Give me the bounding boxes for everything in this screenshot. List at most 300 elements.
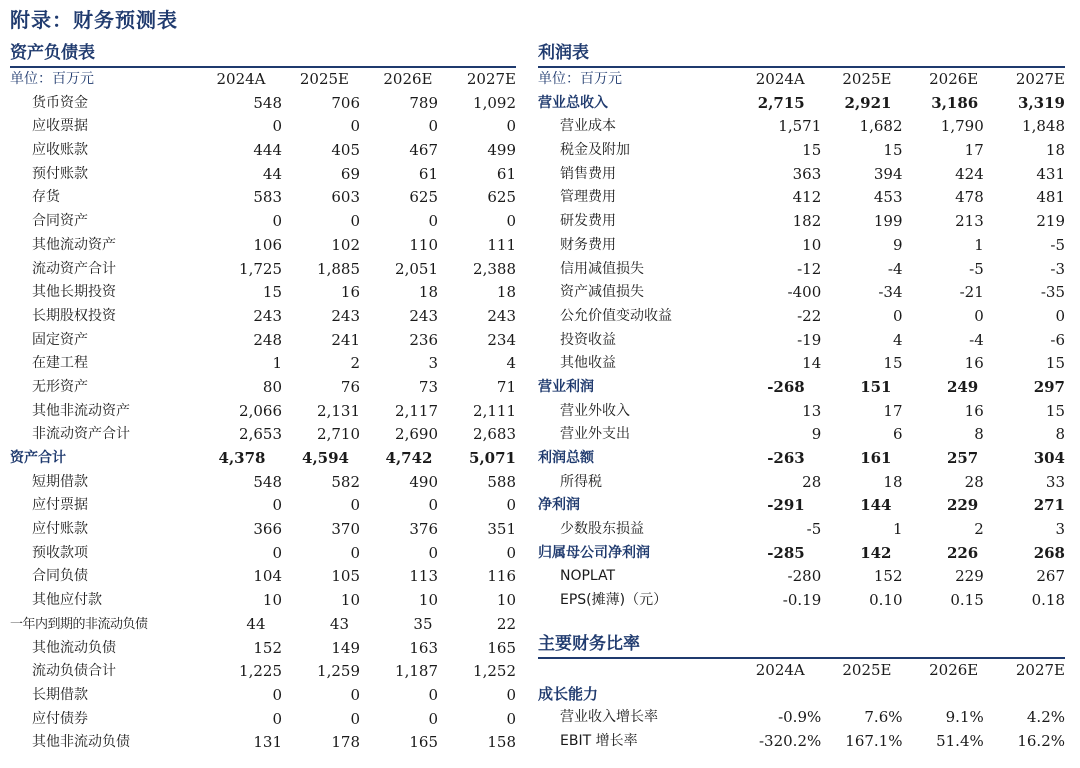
- row-label: 其他应付款: [32, 592, 102, 609]
- ratios-title: 主要财务比率: [538, 631, 1065, 659]
- table-cell: 2,111: [473, 401, 516, 420]
- table-cell: 9: [892, 235, 903, 254]
- table-cell: 3,319: [1018, 93, 1065, 112]
- table-row: [538, 542, 1065, 566]
- row-label: EBIT 增长率: [560, 732, 638, 749]
- table-cell: 444: [253, 141, 282, 160]
- table-cell: -22: [797, 306, 822, 325]
- row-label: 公允价值变动收益: [560, 307, 672, 324]
- table-cell: 226: [946, 543, 979, 562]
- table-cell: 1: [272, 354, 282, 373]
- table-cell: 28: [964, 472, 984, 491]
- year-header: 2025E: [842, 70, 892, 88]
- table-cell: 51.4%: [936, 731, 984, 750]
- row-label: 营业利润: [538, 378, 594, 395]
- table-row: [538, 494, 1065, 518]
- table-cell: 582: [331, 472, 360, 491]
- table-row: [10, 708, 516, 732]
- table-cell: 35: [413, 614, 433, 633]
- ratios-header-row: [538, 659, 1065, 683]
- table-cell: 76: [340, 377, 360, 396]
- table-cell: 15: [883, 141, 903, 160]
- table-cell: -3: [1050, 259, 1065, 278]
- table-cell: 10: [418, 591, 438, 610]
- table-cell: 234: [487, 330, 516, 349]
- table-cell: 0: [506, 709, 516, 728]
- table-cell: 69: [340, 164, 360, 183]
- table-row: [538, 447, 1065, 471]
- table-cell: 0: [350, 117, 360, 136]
- table-cell: 4.2%: [1026, 708, 1065, 727]
- table-cell: -320.2%: [758, 731, 822, 750]
- table-cell: 0: [506, 117, 516, 136]
- row-label: 长期股权投资: [32, 307, 116, 324]
- balance-sheet-title: 资产负债表: [10, 40, 516, 68]
- table-cell: 257: [946, 449, 979, 467]
- table-row: [538, 565, 1065, 589]
- table-row: [538, 305, 1065, 329]
- table-cell: 44: [246, 614, 266, 633]
- row-label: 归属母公司净利润: [538, 544, 650, 561]
- table-row: [10, 447, 516, 471]
- table-row: [538, 589, 1065, 613]
- table-cell: -6: [1050, 330, 1065, 349]
- table-cell: 15: [802, 141, 822, 160]
- year-header: 2026E: [929, 70, 979, 88]
- year-header: 2027E: [1015, 70, 1065, 88]
- table-cell: 1,682: [859, 117, 903, 136]
- table-cell: 603: [331, 188, 360, 207]
- table-cell: 0: [428, 117, 438, 136]
- row-label: 在建工程: [32, 355, 88, 372]
- row-label: 一年内到期的非流动负债: [10, 616, 148, 632]
- ratio-category-label: 成长能力: [538, 684, 599, 703]
- table-cell: 17: [883, 401, 903, 420]
- page-title: 附录：财务预测表: [10, 8, 178, 32]
- table-cell: 16: [340, 283, 360, 302]
- table-cell: 149: [331, 638, 360, 657]
- table-cell: 304: [1033, 449, 1065, 467]
- table-row: [10, 589, 516, 613]
- table-cell: 706: [331, 93, 360, 112]
- table-cell: 0: [506, 212, 516, 231]
- table-cell: 43: [329, 614, 349, 633]
- table-cell: 370: [331, 520, 360, 539]
- row-label: 应付债券: [32, 710, 88, 727]
- table-row: [538, 186, 1065, 210]
- balance-sheet-panel: [10, 40, 516, 755]
- table-cell: 165: [487, 638, 516, 657]
- table-cell: 3: [1055, 520, 1065, 539]
- table-cell: 2,051: [395, 259, 438, 278]
- table-row: [10, 281, 516, 305]
- table-cell: 5,071: [469, 449, 516, 467]
- table-cell: -5: [806, 520, 822, 539]
- year-header: 2027E: [466, 70, 516, 88]
- table-cell: 481: [1036, 188, 1065, 207]
- table-cell: 249: [946, 377, 979, 396]
- table-cell: 73: [418, 377, 438, 396]
- table-cell: 243: [409, 306, 438, 325]
- table-cell: 1,252: [473, 662, 516, 681]
- table-cell: 2,710: [317, 425, 360, 444]
- table-row: [10, 92, 516, 116]
- table-row: [538, 471, 1065, 495]
- table-cell: 102: [331, 235, 360, 254]
- table-cell: 0: [350, 496, 360, 515]
- row-label: 销售费用: [560, 165, 616, 182]
- row-label: 其他流动负债: [32, 639, 116, 656]
- income-statement-panel: [538, 40, 1065, 754]
- table-cell: 0: [350, 709, 360, 728]
- table-cell: 219: [1036, 212, 1065, 231]
- table-cell: 0.18: [1031, 591, 1065, 610]
- table-cell: 243: [253, 306, 282, 325]
- row-label: 投资收益: [560, 331, 616, 348]
- row-label: 营业外支出: [560, 426, 630, 443]
- table-cell: 405: [331, 141, 360, 160]
- table-cell: 6: [892, 425, 903, 444]
- table-cell: 8: [1055, 425, 1065, 444]
- year-header: 2025E: [299, 70, 349, 88]
- table-cell: 15: [1045, 401, 1065, 420]
- table-cell: 243: [331, 306, 360, 325]
- table-cell: 142: [860, 543, 892, 562]
- table-cell: 104: [253, 567, 282, 586]
- table-cell: 789: [409, 93, 438, 112]
- table-cell: 0: [1055, 306, 1065, 325]
- table-cell: 1: [974, 235, 984, 254]
- table-cell: 131: [253, 733, 282, 752]
- table-cell: 22: [496, 614, 516, 633]
- table-cell: -285: [767, 543, 805, 562]
- income-statement-header-row: [538, 68, 1065, 92]
- table-cell: -400: [787, 283, 822, 302]
- table-row: [10, 637, 516, 661]
- table-row: [538, 518, 1065, 542]
- row-label: 无形资产: [32, 378, 88, 395]
- table-cell: 0: [350, 685, 360, 704]
- table-cell: 243: [487, 306, 516, 325]
- ratios-header-blank: [538, 659, 718, 683]
- table-cell: 625: [487, 188, 516, 207]
- table-row: [10, 423, 516, 447]
- table-cell: 297: [1033, 377, 1065, 396]
- table-cell: 178: [331, 733, 360, 752]
- table-row: [10, 542, 516, 566]
- table-cell: 0: [506, 543, 516, 562]
- row-label: 预收款项: [32, 544, 88, 561]
- unit-label: 单位：百万元: [538, 71, 622, 87]
- table-cell: 111: [487, 235, 516, 254]
- balance-sheet-rows: [10, 92, 516, 755]
- ratio-category-row: [538, 683, 1065, 707]
- table-cell: 4,378: [218, 449, 266, 467]
- table-cell: 167.1%: [845, 731, 903, 750]
- row-label: 所得税: [560, 473, 602, 490]
- table-cell: 0: [506, 685, 516, 704]
- table-cell: 548: [253, 472, 282, 491]
- row-label: 其他非流动资产: [32, 402, 130, 419]
- table-cell: 268: [1033, 543, 1065, 562]
- table-cell: 1,571: [778, 117, 822, 136]
- table-cell: 0: [428, 685, 438, 704]
- table-row: [538, 115, 1065, 139]
- table-cell: 4: [892, 330, 903, 349]
- table-cell: 152: [253, 638, 282, 657]
- table-cell: 15: [1045, 354, 1065, 373]
- table-cell: 2: [350, 354, 360, 373]
- table-row: [538, 258, 1065, 282]
- table-cell: 18: [418, 283, 438, 302]
- table-cell: 1: [892, 520, 903, 539]
- table-cell: 271: [1033, 496, 1065, 515]
- table-cell: 431: [1036, 164, 1065, 183]
- row-label: 少数股东损益: [560, 521, 644, 538]
- balance-sheet-header-row: [10, 68, 516, 92]
- table-cell: 1,885: [317, 259, 360, 278]
- table-row: [10, 565, 516, 589]
- income-statement-rows: [538, 92, 1065, 613]
- table-cell: 412: [792, 188, 822, 207]
- table-cell: 10: [802, 235, 822, 254]
- table-cell: 229: [955, 567, 984, 586]
- table-cell: 0.15: [950, 591, 984, 610]
- table-cell: -4: [887, 259, 903, 278]
- table-cell: 229: [946, 496, 979, 515]
- row-label: EPS(摊薄)（元）: [560, 592, 668, 609]
- table-cell: 4,594: [302, 449, 349, 467]
- year-header: 2026E: [929, 660, 979, 679]
- table-cell: 182: [792, 212, 822, 231]
- row-label: 其他长期投资: [32, 284, 116, 301]
- table-cell: 16.2%: [1017, 731, 1065, 750]
- table-cell: 0: [974, 306, 984, 325]
- table-cell: 10: [496, 591, 516, 610]
- table-cell: 2: [974, 520, 984, 539]
- row-label: 长期借款: [32, 686, 88, 703]
- table-row: [10, 163, 516, 187]
- table-cell: 10: [340, 591, 360, 610]
- row-label: 资产合计: [10, 450, 66, 466]
- row-label: 短期借款: [32, 473, 88, 490]
- table-row: [538, 352, 1065, 376]
- table-cell: 0: [272, 685, 282, 704]
- table-cell: -12: [797, 259, 822, 278]
- table-row: [538, 706, 1065, 730]
- table-cell: 248: [253, 330, 282, 349]
- table-row: [10, 376, 516, 400]
- table-cell: 4,742: [385, 449, 433, 467]
- table-cell: 80: [262, 377, 282, 396]
- table-row: [10, 329, 516, 353]
- table-cell: 61: [496, 164, 516, 183]
- table-cell: 1,092: [473, 93, 516, 112]
- row-label: 固定资产: [32, 331, 88, 348]
- table-cell: 113: [409, 567, 438, 586]
- table-cell: 28: [802, 472, 822, 491]
- table-cell: 0: [428, 543, 438, 562]
- table-cell: 18: [1045, 141, 1065, 160]
- table-cell: 490: [409, 472, 438, 491]
- table-cell: 116: [487, 567, 516, 586]
- table-row: [538, 400, 1065, 424]
- table-cell: 351: [487, 520, 516, 539]
- table-cell: 15: [262, 283, 282, 302]
- table-row: [10, 518, 516, 542]
- table-cell: -280: [787, 567, 822, 586]
- row-label: 流动资产合计: [32, 260, 116, 277]
- row-label: 研发费用: [560, 213, 616, 230]
- table-cell: 1,848: [1022, 117, 1065, 136]
- table-cell: 1,187: [395, 662, 438, 681]
- table-cell: 3: [428, 354, 438, 373]
- table-row: [10, 494, 516, 518]
- table-row: [10, 613, 516, 637]
- table-cell: 2,653: [239, 425, 282, 444]
- table-cell: 478: [955, 188, 984, 207]
- table-row: [10, 258, 516, 282]
- table-row: [10, 400, 516, 424]
- table-cell: 2,066: [239, 401, 282, 420]
- table-cell: 0: [892, 306, 903, 325]
- table-cell: 152: [873, 567, 903, 586]
- table-cell: 1,225: [239, 662, 282, 681]
- table-cell: -34: [878, 283, 903, 302]
- table-row: [10, 210, 516, 234]
- row-label: 货币资金: [32, 94, 88, 111]
- table-cell: -268: [767, 377, 805, 396]
- table-cell: 453: [873, 188, 903, 207]
- table-cell: 213: [955, 212, 984, 231]
- row-label: 管理费用: [560, 189, 616, 206]
- year-header: 2024A: [755, 660, 805, 679]
- table-cell: -5: [969, 259, 984, 278]
- table-cell: 16: [964, 401, 984, 420]
- table-cell: 158: [487, 733, 516, 752]
- table-cell: 467: [409, 141, 438, 160]
- table-cell: 61: [418, 164, 438, 183]
- table-cell: 1,259: [317, 662, 360, 681]
- table-cell: 144: [860, 496, 892, 515]
- income-statement-title: 利润表: [538, 40, 1065, 68]
- row-label: 营业成本: [560, 118, 616, 135]
- table-row: [538, 163, 1065, 187]
- table-cell: 2,921: [844, 93, 892, 112]
- row-label: 税金及附加: [560, 142, 630, 159]
- row-label: 其他非流动负债: [32, 734, 130, 751]
- row-label: 财务费用: [560, 236, 616, 253]
- row-label: 流动负债合计: [32, 663, 116, 680]
- row-label: 应收账款: [32, 142, 88, 159]
- year-header: 2025E: [842, 660, 892, 679]
- table-cell: 241: [331, 330, 360, 349]
- table-cell: 0: [272, 117, 282, 136]
- table-cell: 2,715: [757, 93, 805, 112]
- table-cell: 499: [487, 141, 516, 160]
- table-cell: 2,683: [473, 425, 516, 444]
- table-cell: -21: [959, 283, 984, 302]
- row-label: 非流动资产合计: [32, 426, 130, 443]
- table-cell: 0: [350, 543, 360, 562]
- row-label: 营业外收入: [560, 402, 630, 419]
- table-cell: 0: [272, 543, 282, 562]
- table-cell: 44: [262, 164, 282, 183]
- row-label: 利润总额: [538, 450, 594, 466]
- table-row: [538, 92, 1065, 116]
- table-cell: 0.10: [869, 591, 903, 610]
- table-cell: 9.1%: [945, 708, 984, 727]
- table-cell: 588: [487, 472, 516, 491]
- table-row: [10, 684, 516, 708]
- table-cell: 199: [873, 212, 903, 231]
- table-cell: 376: [409, 520, 438, 539]
- table-row: [10, 115, 516, 139]
- table-row: [538, 281, 1065, 305]
- table-cell: 1,790: [940, 117, 984, 136]
- table-cell: 110: [409, 235, 438, 254]
- row-label: 营业总收入: [538, 94, 608, 111]
- year-header: 2024A: [755, 70, 805, 88]
- table-cell: -0.9%: [778, 708, 822, 727]
- table-cell: 10: [262, 591, 282, 610]
- table-cell: 363: [792, 164, 822, 183]
- table-cell: 18: [496, 283, 516, 302]
- year-header: 2027E: [1015, 660, 1065, 679]
- table-cell: 71: [496, 377, 516, 396]
- table-cell: 3,186: [931, 93, 979, 112]
- row-label: 应付票据: [32, 497, 88, 514]
- table-cell: -19: [797, 330, 822, 349]
- table-cell: 625: [409, 188, 438, 207]
- unit-label: 单位：百万元: [10, 71, 94, 87]
- table-cell: -4: [969, 330, 984, 349]
- table-cell: 105: [331, 567, 360, 586]
- table-row: [10, 660, 516, 684]
- table-cell: 2,117: [395, 401, 438, 420]
- row-label: 其他流动资产: [32, 236, 116, 253]
- row-label: 预付账款: [32, 165, 88, 182]
- table-cell: 0: [428, 709, 438, 728]
- table-cell: 0: [506, 496, 516, 515]
- table-row: [538, 210, 1065, 234]
- table-cell: 0: [428, 496, 438, 515]
- table-cell: 4: [506, 354, 516, 373]
- table-cell: 0: [272, 709, 282, 728]
- table-cell: 2,388: [473, 259, 516, 278]
- table-row: [10, 139, 516, 163]
- ratios-section: [538, 631, 1065, 754]
- table-cell: 16: [964, 354, 984, 373]
- table-cell: 18: [883, 472, 903, 491]
- table-cell: 14: [802, 354, 822, 373]
- table-cell: 163: [409, 638, 438, 657]
- row-label: 存货: [32, 189, 60, 206]
- table-row: [10, 731, 516, 755]
- year-header: 2026E: [383, 70, 433, 88]
- table-cell: 0: [272, 212, 282, 231]
- table-cell: 366: [253, 520, 282, 539]
- table-cell: 161: [860, 449, 892, 467]
- row-label: 合同资产: [32, 213, 88, 230]
- table-row: [10, 186, 516, 210]
- row-label: 合同负债: [32, 568, 88, 585]
- row-label: 应付账款: [32, 521, 88, 538]
- table-cell: 267: [1036, 567, 1065, 586]
- table-cell: 151: [860, 377, 892, 396]
- row-label: 净利润: [538, 497, 580, 514]
- table-cell: 17: [964, 141, 984, 160]
